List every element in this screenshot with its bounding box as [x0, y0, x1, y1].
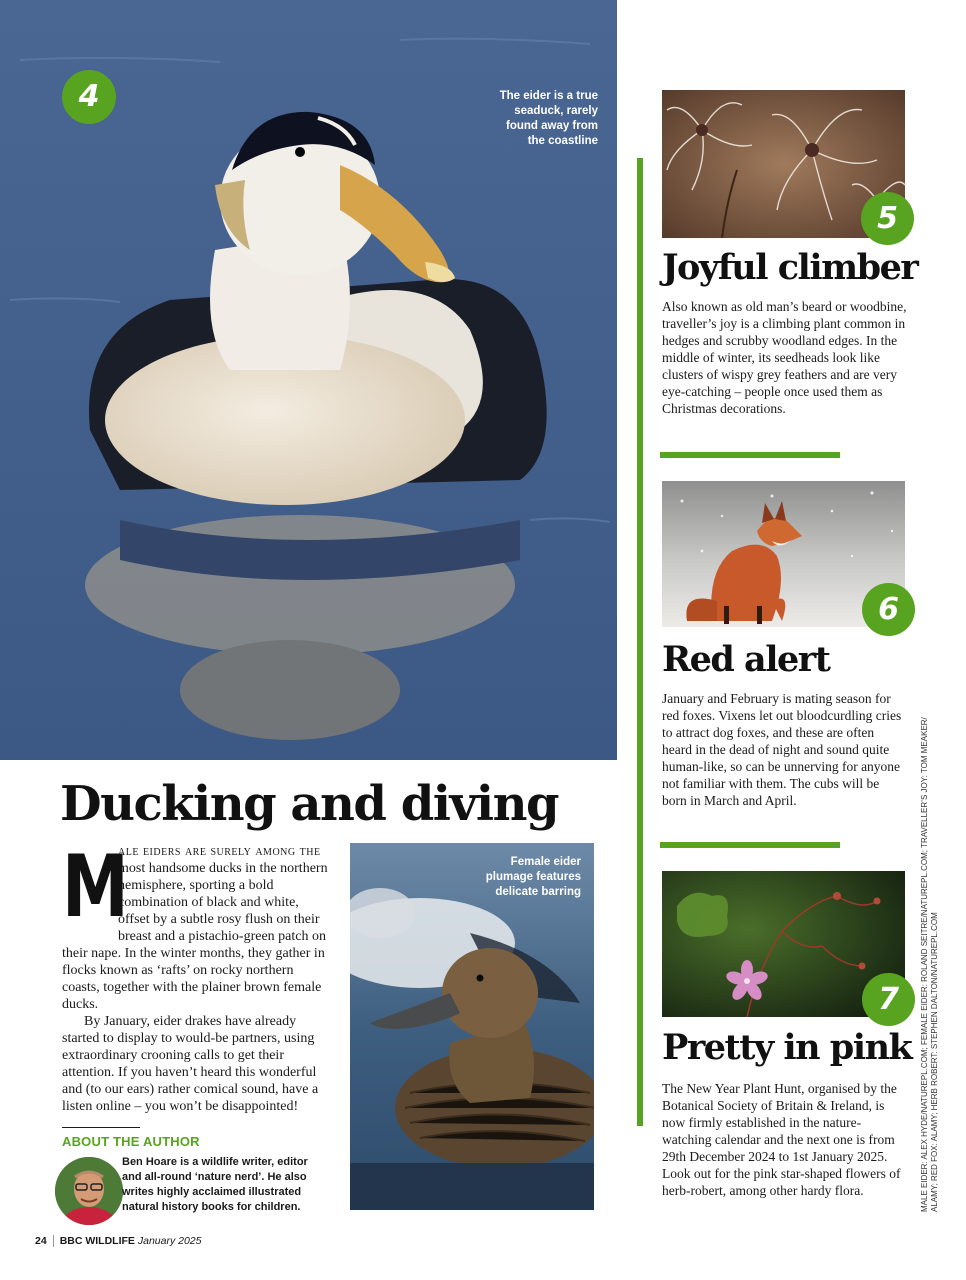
feature-6-number-badge: 6 — [862, 583, 915, 636]
feature-5-divider — [660, 452, 840, 458]
feature-6-title: Red alert — [662, 639, 830, 680]
feature-4-number-badge: 4 — [62, 70, 116, 124]
feature-7-body: The New Year Plant Hunt, organised by the Botanical Society of Britain & Ireland, is now firmly established in the nature-watching calendar and the next one is from 29th December 2024 to 1st January 2025. Look out for the pink star-shaped flowers of herb-robert, among other hardy flora. — [662, 1081, 901, 1198]
caption-line: found away from — [505, 120, 598, 132]
paragraph-1 — [62, 837, 332, 1013]
feature-7-number-badge: 7 — [862, 973, 915, 1026]
caption-line: The eider is a true — [499, 90, 598, 102]
feature-5-title: Joyful climber — [662, 247, 918, 288]
female-eider-caption — [440, 855, 581, 900]
feature-6-body: January and February is mating season for red foxes. Vixens let out bloodcurdling cries to attract dog foxes, and these are often heard in the dead of night and sound quite human-like, so can be unnerving for anyone not familiar with them. The cubs will be born in March and April. — [662, 691, 902, 808]
feature-4-headline: Ducking and diving — [60, 776, 559, 832]
lead-in: ale eiders are surely among the — [118, 844, 321, 859]
photo-credits — [920, 717, 940, 1212]
paragraph-1-text: most handsome ducks in the northern hemisphere, sporting a bold combination of black and white, offset by a subtle rosy flush on their breast and a pistachio-green patch on their nape. In the winter months, they gather in flocks known as ‘rafts’ on rocky northern coasts, together with the plainer brown female ducks. — [62, 861, 328, 1012]
dropcap: M — [62, 837, 129, 937]
green-column-rule — [637, 158, 643, 1126]
author-divider — [62, 1127, 140, 1128]
paragraph-2: By January, eider drakes have already started to display to would-be partners, using extraordinary crooning calls to get their attention. If you haven’t heard this wonderful and (to our ears) rather comical sound, have a listen online – you won’t be disappointed! — [62, 1014, 319, 1114]
credits-line-2: ALAMY; RED FOX: ALAMY; HERB ROBERT: STEPHEN DALTON/NATUREPL.COM — [930, 912, 939, 1212]
author-bio: Ben Hoare is a wildlife writer, editor and all-round ‘nature nerd’. He also writes highly acclaimed illustrated natural history books for children. — [122, 1156, 308, 1213]
author-avatar — [55, 1157, 123, 1225]
feature-4-body — [62, 837, 332, 1115]
footer-separator — [53, 1235, 54, 1247]
caption-line: plumage features — [485, 871, 581, 883]
male-eider-caption — [440, 89, 598, 149]
feature-5-body: Also known as old man’s beard or woodbine, traveller’s joy is a climbing plant common in hedges and scrubby woodland edges. In the middle of winter, its seedheads look like clusters of wispy grey feathers and are very eye-catching – people once used them as Christmas decorations. — [662, 299, 907, 416]
issue-date: January 2025 — [137, 1235, 202, 1247]
page-footer — [35, 1235, 202, 1247]
caption-line: Female eider — [510, 856, 581, 868]
caption-line: the coastline — [527, 135, 598, 147]
magazine-name: BBC WILDLIFE — [59, 1235, 135, 1247]
author-portrait — [55, 1157, 123, 1225]
caption-line: delicate barring — [495, 886, 581, 898]
page-number: 24 — [35, 1235, 47, 1247]
feature-5-number-badge: 5 — [861, 192, 914, 245]
caption-line: seaduck, rarely — [514, 105, 598, 117]
feature-7-title: Pretty in pink — [662, 1027, 912, 1068]
feature-6-divider — [660, 842, 840, 848]
author-heading: ABOUT THE AUTHOR — [62, 1134, 200, 1149]
credits-line-1: MALE EIDER: ALEX HYDE/NATUREPL.COM; FEMALE EIDER: ROLAND SEITRE/NATUREPL.COM; TRAVELLER’S JOY: TOM MEAKER/ — [920, 717, 929, 1212]
